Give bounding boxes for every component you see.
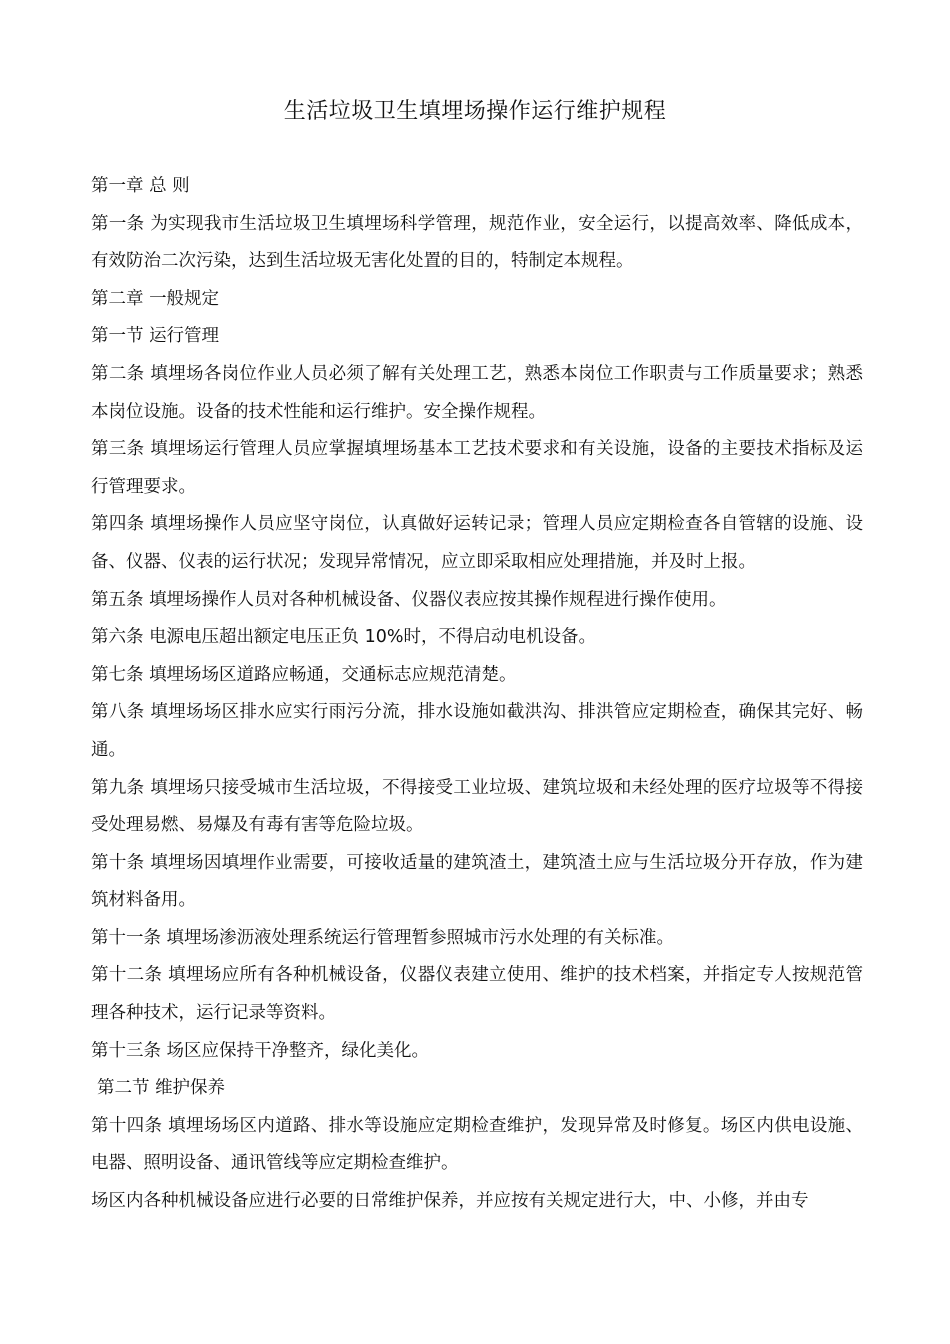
article-paragraph: 场区内各种机械设备应进行必要的日常维护保养，并应按有关规定进行大，中、小修，并由专 [91,1191,809,1212]
article-paragraph: 第十一条 填埋场渗沥液处理系统运行管理暂参照城市污水处理的有关标准。 [91,927,675,948]
article-paragraph: 第十三条 场区应保持干净整齐，绿化美化。 [91,1040,430,1061]
section-heading: 第二节 维护保养 [97,1078,226,1099]
article-paragraph: 第三条 填埋场运行管理人员应掌握填埋场基本工艺技术要求和有关设施，设备的主要技术指标及运行管理要求。 [91,439,863,497]
article-paragraph: 第四条 填埋场操作人员应坚守岗位，认真做好运转记录；管理人员应定期检查各自管辖的设施、设备、仪器、仪表的运行状况；发现异常情况，应立即采取相应处理措施，并及时上报。 [91,514,863,572]
article-paragraph: 第十二条 填埋场应所有各种机械设备，仪器仪表建立使用、维护的技术档案，并指定专人按规范管理各种技术，运行记录等资料。 [91,965,863,1024]
document-body [91,168,863,1221]
article-paragraph: 第七条 填埋场场区道路应畅通，交通标志应规范清楚。 [91,664,517,685]
article-paragraph: 第八条 填埋场场区排水应实行雨污分流，排水设施如截洪沟、排洪管应定期检查，确保其完好、畅通。 [91,702,863,760]
article-paragraph: 第六条 电源电压超出额定电压正负 10%时，不得启动电机设备。 [91,627,597,648]
chapter-heading: 第一章 总 则 [91,176,190,196]
article-paragraph: 第五条 填埋场操作人员对各种机械设备、仪器仪表应按其操作规程进行操作使用。 [91,589,727,610]
article-paragraph: 第九条 填埋场只接受城市生活垃圾，不得接受工业垃圾、建筑垃圾和未经处理的医疗垃圾等不得接受处理易燃、易爆及有毒有害等危险垃圾。 [91,777,863,836]
article-paragraph: 第十条 填埋场因填埋作业需要，可接收适量的建筑渣土，建筑渣土应与生活垃圾分开存放，作为建筑材料备用。 [91,852,863,911]
section-heading: 第一节 运行管理 [91,326,220,347]
article-paragraph: 第二条 填埋场各岗位作业人员必须了解有关处理工艺，熟悉本岗位工作职责与工作质量要求；熟悉本岗位设施。设备的技术性能和运行维护。安全操作规程。 [91,363,863,422]
chapter-heading: 第二章 一般规定 [91,288,220,309]
article-paragraph: 第一条 为实现我市生活垃圾卫生填埋场科学管理，规范作业，安全运行，以提高效率、降低成本，有效防治二次污染，达到生活垃圾无害化处置的目的，特制定本规程。 [91,213,863,272]
article-paragraph: 第十四条 填埋场场区内道路、排水等设施应定期检查维护，发现异常及时修复。场区内供电设施、电器、照明设备、通讯管线等应定期检查维护。 [91,1115,863,1174]
document-title: 生活垃圾卫生填埋场操作运行维护规程 [283,99,667,124]
